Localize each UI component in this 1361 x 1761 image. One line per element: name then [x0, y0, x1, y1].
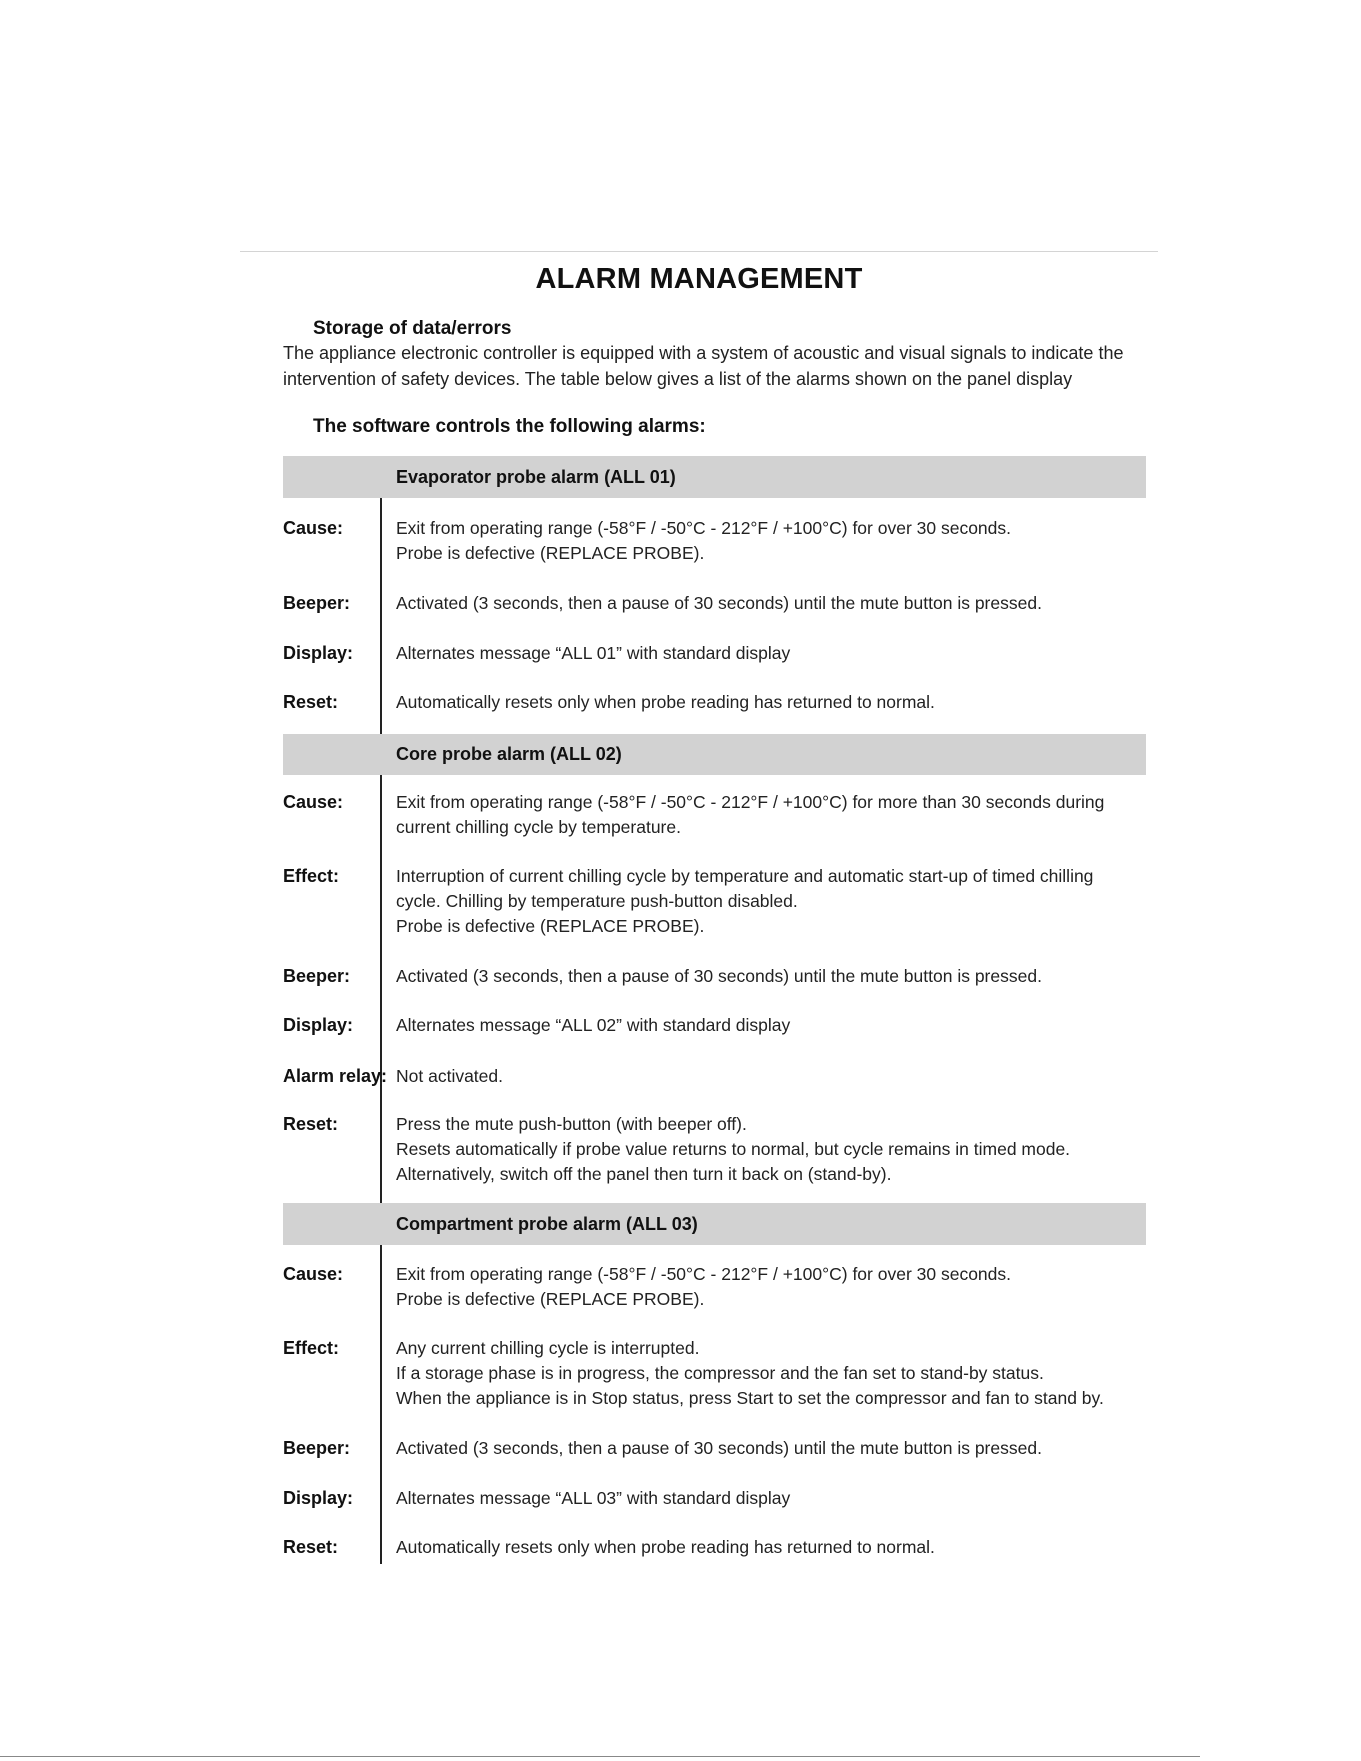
row-text-cause	[396, 1262, 1011, 1312]
row-label-effect: Effect:	[283, 866, 340, 886]
row-label-display: Display:	[283, 1488, 354, 1508]
row-text-effect	[396, 1336, 1104, 1411]
text-line: Activated (3 seconds, then a pause of 30 seconds) until the mute button is pressed.	[396, 593, 1042, 613]
text-line: Activated (3 seconds, then a pause of 30 seconds) until the mute button is pressed.	[396, 966, 1042, 986]
text-line: Exit from operating range (-58°F / -50°C - 212°F / +100°C) for over 30 seconds.	[396, 1264, 1012, 1284]
row-label-beeper: Beeper:	[283, 966, 351, 986]
text-line: Resets automatically if probe value returns to normal, but cycle remains in timed mode.	[396, 1139, 1071, 1159]
row-text-reset	[396, 1112, 1070, 1187]
storage-heading: Storage of data/errors	[313, 318, 512, 339]
row-label-cause: Cause:	[283, 518, 344, 538]
intro-line: intervention of safety devices. The table below gives a list of the alarms shown on the panel display	[283, 369, 1073, 389]
row-label-alarm-relay: Alarm relay:	[283, 1066, 388, 1086]
row-text-display	[396, 1486, 790, 1511]
text-line: Any current chilling cycle is interrupted.	[396, 1338, 700, 1358]
section-title: Compartment probe alarm (ALL 03)	[396, 1214, 698, 1234]
section-title: Core probe alarm (ALL 02)	[396, 744, 622, 764]
text-line: Alternatively, switch off the panel then turn it back on (stand-by).	[396, 1164, 892, 1184]
section-header-evaporator	[283, 456, 1146, 498]
text-line: Press the mute push-button (with beeper off).	[396, 1114, 747, 1134]
text-line: Automatically resets only when probe reading has returned to normal.	[396, 1537, 935, 1557]
row-text-beeper	[396, 964, 1042, 989]
row-label-beeper: Beeper:	[283, 1438, 351, 1458]
row-text-effect	[396, 864, 1093, 939]
row-label-display: Display:	[283, 643, 354, 663]
text-line: Alternates message “ALL 01” with standard display	[396, 643, 791, 663]
column-divider	[380, 775, 382, 1203]
text-line: If a storage phase is in progress, the compressor and the fan set to stand-by status.	[396, 1363, 1044, 1383]
column-divider	[380, 1245, 382, 1564]
row-label-reset: Reset:	[283, 1537, 339, 1557]
text-line: Automatically resets only when probe reading has returned to normal.	[396, 692, 935, 712]
intro-line: The appliance electronic controller is equipped with a system of acoustic and visual signals to indicate the	[283, 343, 1124, 363]
row-text-display	[396, 1013, 790, 1038]
text-line: Alternates message “ALL 03” with standard display	[396, 1488, 791, 1508]
top-divider	[240, 251, 1158, 252]
software-heading: The software controls the following alarms:	[313, 416, 706, 437]
section-header-core	[283, 734, 1146, 775]
row-label-cause: Cause:	[283, 1264, 344, 1284]
text-line: Exit from operating range (-58°F / -50°C - 212°F / +100°C) for over 30 seconds.	[396, 518, 1012, 538]
row-text-cause	[396, 516, 1011, 566]
text-line: Probe is defective (REPLACE PROBE).	[396, 1289, 705, 1309]
text-line: Exit from operating range (-58°F / -50°C - 212°F / +100°C) for more than 30 seconds during	[396, 792, 1105, 812]
text-line: Probe is defective (REPLACE PROBE).	[396, 916, 705, 936]
text-line: Interruption of current chilling cycle by temperature and automatic start-up of timed chilling	[396, 866, 1094, 886]
row-label-effect: Effect:	[283, 1338, 340, 1358]
row-text-reset	[396, 690, 935, 715]
section-title: Evaporator probe alarm (ALL 01)	[396, 467, 676, 487]
row-label-reset: Reset:	[283, 692, 339, 712]
row-label-reset: Reset:	[283, 1114, 339, 1134]
text-line: Alternates message “ALL 02” with standard display	[396, 1015, 791, 1035]
column-divider	[380, 498, 382, 734]
row-text-alarm-relay	[396, 1064, 503, 1089]
page-title: ALARM MANAGEMENT	[535, 263, 863, 295]
intro-paragraph	[283, 340, 1163, 392]
section-header-compartment	[283, 1203, 1146, 1245]
row-text-display	[396, 641, 790, 666]
text-line: current chilling cycle by temperature.	[396, 817, 681, 837]
page-bottom-edge	[0, 1756, 1200, 1757]
row-text-reset	[396, 1535, 935, 1560]
text-line: Not activated.	[396, 1066, 503, 1086]
row-text-cause	[396, 790, 1104, 840]
row-label-beeper: Beeper:	[283, 593, 351, 613]
row-text-beeper	[396, 1436, 1042, 1461]
row-label-cause: Cause:	[283, 792, 344, 812]
text-line: Activated (3 seconds, then a pause of 30 seconds) until the mute button is pressed.	[396, 1438, 1042, 1458]
row-label-display: Display:	[283, 1015, 354, 1035]
row-text-beeper	[396, 591, 1042, 616]
text-line: Probe is defective (REPLACE PROBE).	[396, 543, 705, 563]
text-line: When the appliance is in Stop status, press Start to set the compressor and fan to stand by.	[396, 1388, 1104, 1408]
text-line: cycle. Chilling by temperature push-button disabled.	[396, 891, 798, 911]
